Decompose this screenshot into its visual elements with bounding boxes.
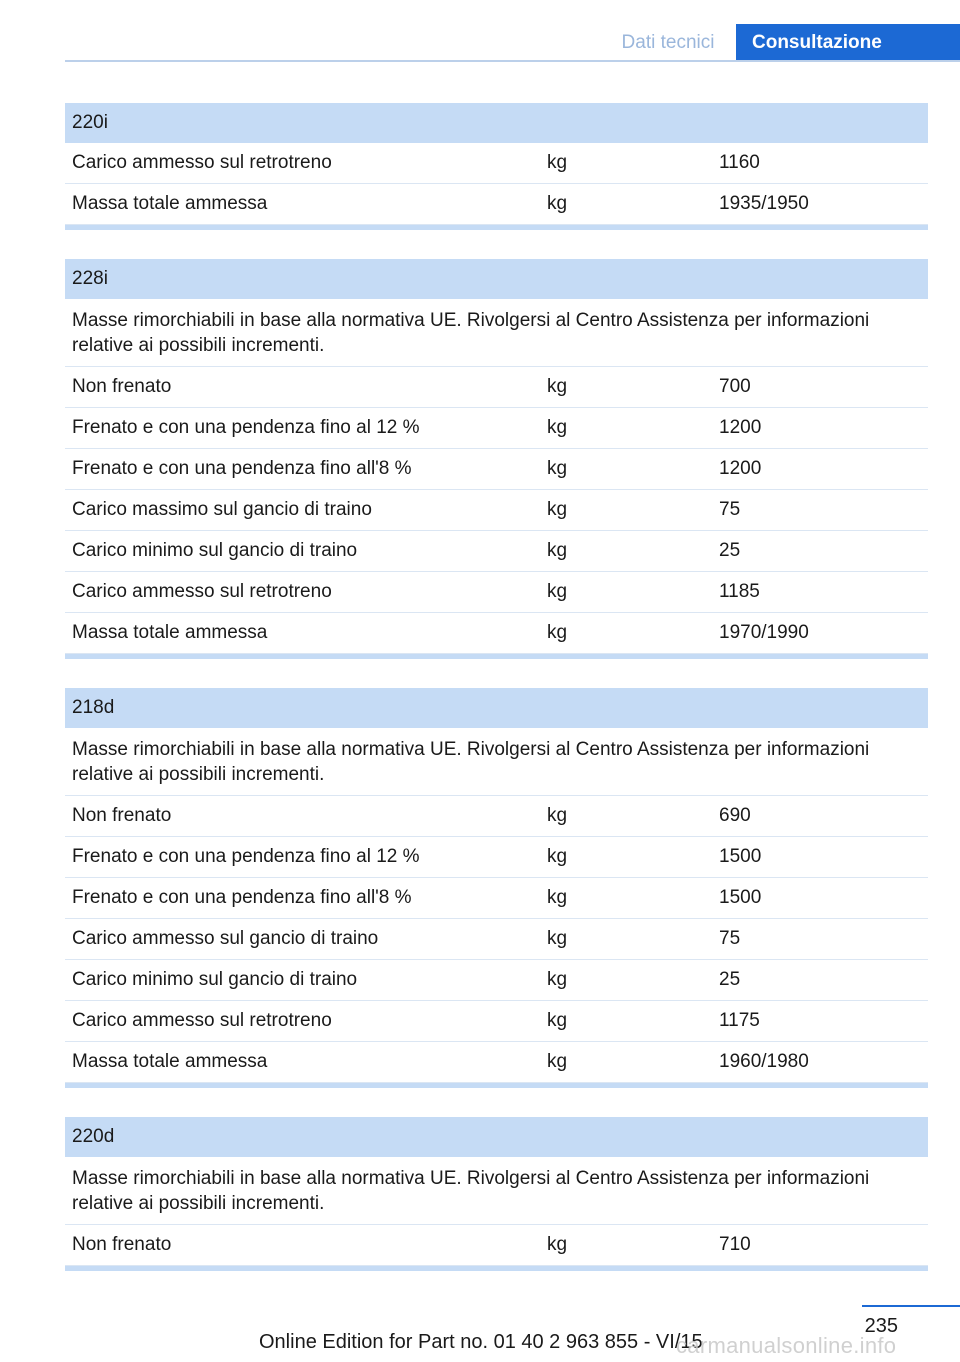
table-note: Masse rimorchiabili in base alla normativa UE. Rivolgersi al Centro Assistenza per informazioni relative ai possibili incrementi. xyxy=(65,299,928,367)
row-value: 75 xyxy=(719,928,741,949)
row-value: 690 xyxy=(719,805,751,826)
table-row xyxy=(65,1001,928,1042)
table-bottom-bar xyxy=(65,654,928,659)
table-row xyxy=(65,143,928,184)
table-row xyxy=(65,960,928,1001)
table-title: 220d xyxy=(65,1117,928,1157)
row-unit: kg xyxy=(547,152,568,173)
spec-table-218d xyxy=(65,688,928,1088)
header-tabs xyxy=(600,24,960,62)
row-value: 1970/1990 xyxy=(719,622,809,643)
row-unit: kg xyxy=(547,622,568,643)
row-unit: kg xyxy=(547,417,568,438)
row-label: Carico massimo sul gancio di traino xyxy=(72,499,372,520)
row-label: Carico ammesso sul retrotreno xyxy=(72,581,332,602)
row-label: Carico ammesso sul gancio di traino xyxy=(72,928,379,949)
table-title: 220i xyxy=(65,103,928,143)
row-label: Carico minimo sul gancio di traino xyxy=(72,969,358,990)
table-row xyxy=(65,408,928,449)
table-row xyxy=(65,490,928,531)
row-value: 1500 xyxy=(719,887,762,908)
row-value: 25 xyxy=(719,540,741,561)
row-unit: kg xyxy=(547,846,568,867)
row-label: Carico ammesso sul retrotreno xyxy=(72,1010,332,1031)
row-value: 75 xyxy=(719,499,741,520)
table-note: Masse rimorchiabili in base alla normativa UE. Rivolgersi al Centro Assistenza per informazioni relative ai possibili incrementi. xyxy=(65,1157,928,1225)
row-unit: kg xyxy=(547,1051,568,1072)
table-row xyxy=(65,531,928,572)
row-value: 1500 xyxy=(719,846,762,867)
header-divider xyxy=(65,60,960,62)
row-value: 710 xyxy=(719,1234,751,1255)
footer-divider xyxy=(862,1305,960,1307)
watermark: carmanualsonline.info xyxy=(676,1333,897,1358)
row-unit: kg xyxy=(547,376,568,397)
table-note: Masse rimorchiabili in base alla normativa UE. Rivolgersi al Centro Assistenza per informazioni relative ai possibili incrementi. xyxy=(65,728,928,796)
row-value: 25 xyxy=(719,969,741,990)
table-title: 228i xyxy=(65,259,928,299)
row-value: 1935/1950 xyxy=(719,193,809,214)
edition-text: Online Edition for Part no. 01 40 2 963 855 - VI/15 xyxy=(259,1331,703,1353)
table-row xyxy=(65,878,928,919)
row-unit: kg xyxy=(547,499,568,520)
row-label: Frenato e con una pendenza fino al 12 % xyxy=(72,417,420,438)
row-label: Massa totale ammessa xyxy=(72,1051,268,1072)
row-value: 1185 xyxy=(719,581,760,602)
row-label: Non frenato xyxy=(72,805,172,826)
table-row xyxy=(65,367,928,408)
row-value: 700 xyxy=(719,376,751,397)
spec-tables xyxy=(65,103,928,1300)
row-unit: kg xyxy=(547,540,568,561)
table-row xyxy=(65,1042,928,1083)
table-row xyxy=(65,449,928,490)
row-unit: kg xyxy=(547,969,568,990)
row-unit: kg xyxy=(547,805,568,826)
row-label: Frenato e con una pendenza fino all'8 % xyxy=(72,887,412,908)
row-value: 1960/1980 xyxy=(719,1051,809,1072)
row-unit: kg xyxy=(547,458,568,479)
table-row xyxy=(65,796,928,837)
row-unit: kg xyxy=(547,581,568,602)
row-label: Massa totale ammessa xyxy=(72,622,268,643)
table-bottom-bar xyxy=(65,1083,928,1088)
table-bottom-bar xyxy=(65,225,928,230)
table-row xyxy=(65,919,928,960)
row-unit: kg xyxy=(547,928,568,949)
row-unit: kg xyxy=(547,887,568,908)
row-label: Carico minimo sul gancio di traino xyxy=(72,540,358,561)
table-bottom-bar xyxy=(65,1266,928,1271)
row-label: Frenato e con una pendenza fino al 12 % xyxy=(72,846,420,867)
row-label: Non frenato xyxy=(72,376,172,397)
table-row xyxy=(65,613,928,654)
table-row xyxy=(65,837,928,878)
table-row xyxy=(65,572,928,613)
spec-table-228i xyxy=(65,259,928,659)
page-number: 235 xyxy=(864,1315,898,1337)
row-unit: kg xyxy=(547,1010,568,1031)
row-unit: kg xyxy=(547,193,568,214)
row-value: 1175 xyxy=(719,1010,760,1031)
tab-consultazione[interactable]: Consultazione xyxy=(736,24,960,62)
spec-table-220i xyxy=(65,103,928,230)
tab-dati-tecnici[interactable]: Dati tecnici xyxy=(600,24,736,62)
spec-table-220d xyxy=(65,1117,928,1271)
row-value: 1160 xyxy=(719,152,760,173)
row-value: 1200 xyxy=(719,417,762,438)
table-row xyxy=(65,1225,928,1266)
row-unit: kg xyxy=(547,1234,568,1255)
row-label: Frenato e con una pendenza fino all'8 % xyxy=(72,458,412,479)
table-title: 218d xyxy=(65,688,928,728)
table-row xyxy=(65,184,928,225)
row-label: Carico ammesso sul retrotreno xyxy=(72,152,332,173)
row-value: 1200 xyxy=(719,458,762,479)
row-label: Massa totale ammessa xyxy=(72,193,268,214)
row-label: Non frenato xyxy=(72,1234,172,1255)
